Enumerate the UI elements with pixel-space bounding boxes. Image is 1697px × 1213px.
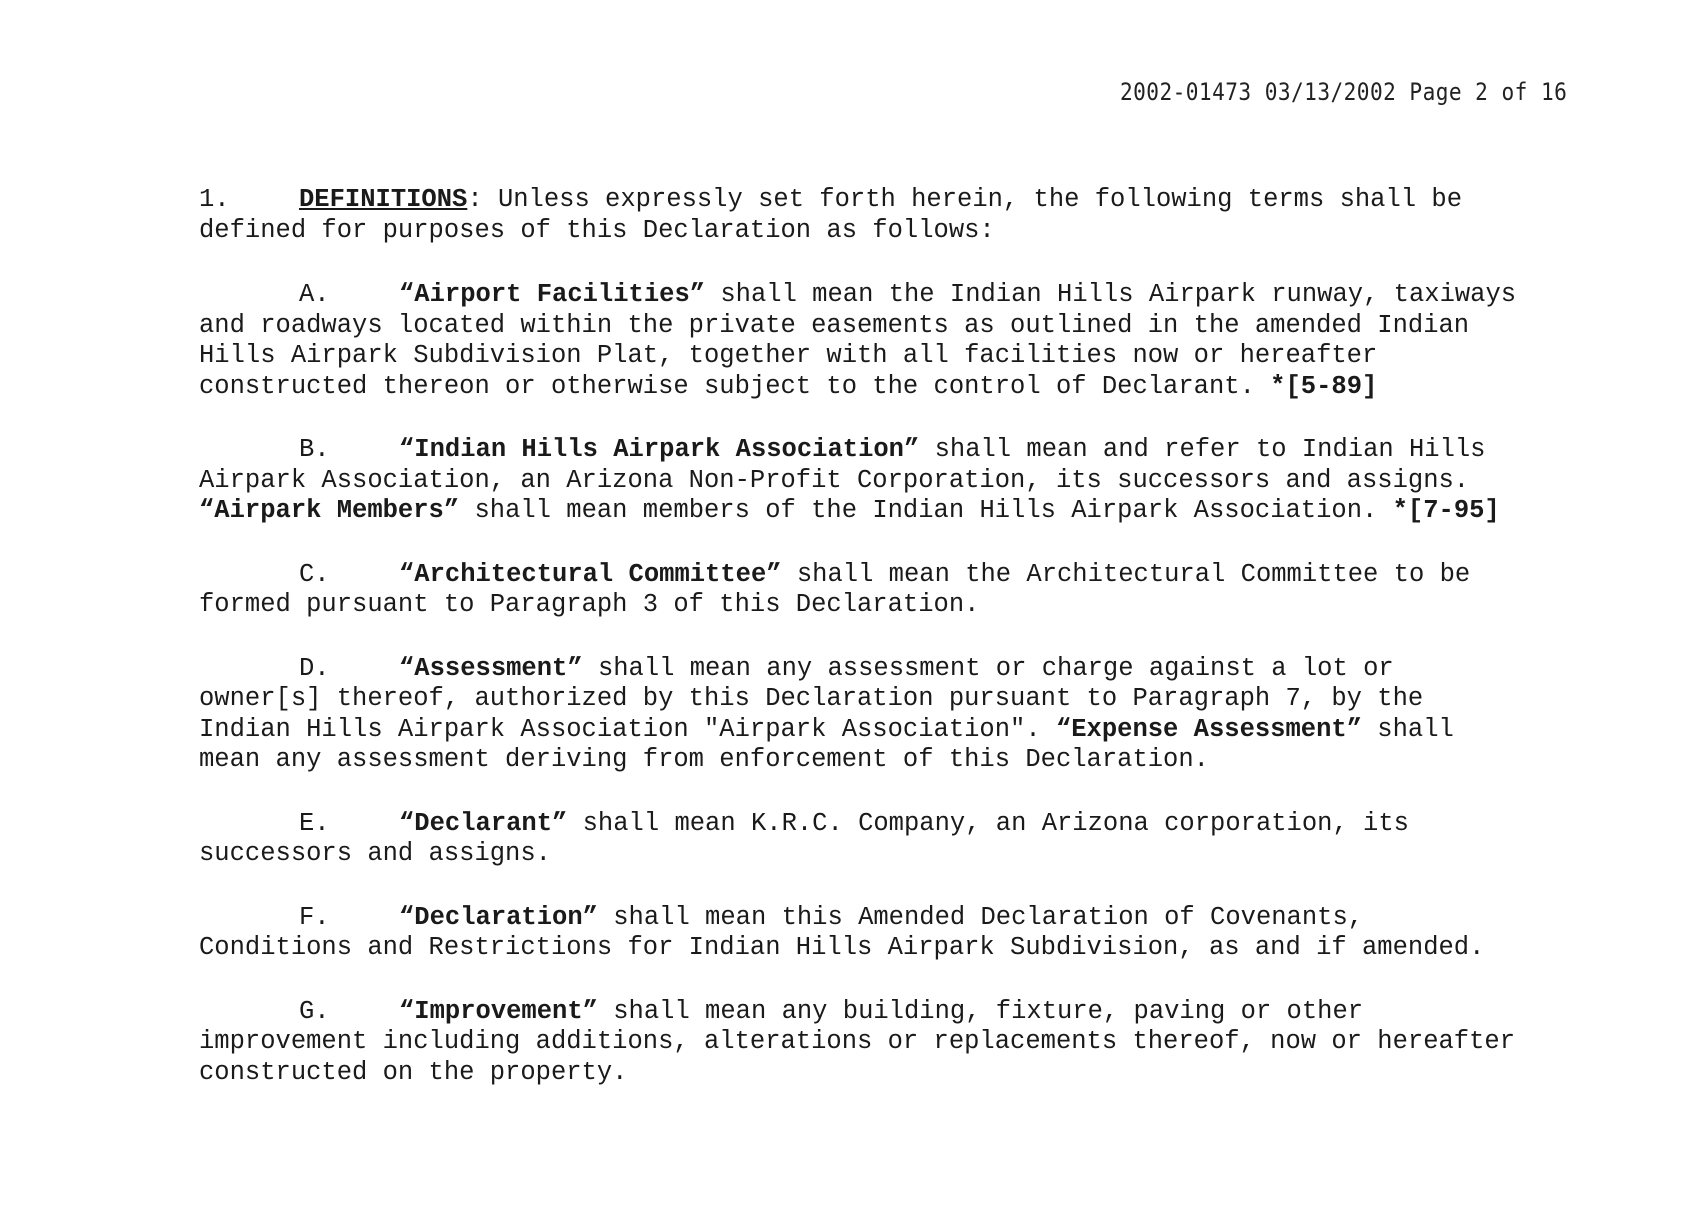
definition-text: shall mean any building, fixture, paving or other improvement including additions, alterations or replacements thereof, now or hereafter constructed on the property. xyxy=(199,996,1516,1087)
defined-term-secondary: “Airpark Members” xyxy=(199,496,460,525)
item-letter: E. xyxy=(299,808,330,838)
definition-item-e xyxy=(199,809,1519,870)
defined-term: “Airport Facilities” xyxy=(399,280,706,309)
definition-item-f xyxy=(199,903,1519,964)
defined-term: “Improvement” xyxy=(399,996,598,1026)
definition-text: shall mean K.R.C. Company, an Arizona corporation, its successors and assigns. xyxy=(199,808,1409,868)
definition-item-b xyxy=(199,435,1519,527)
amendment-reference: *[5-89] xyxy=(1254,371,1378,401)
definition-item-a xyxy=(199,280,1519,402)
item-letter: F. xyxy=(299,902,330,932)
definition-item-d xyxy=(199,654,1519,776)
item-letter: C. xyxy=(299,559,330,589)
item-letter: D. xyxy=(299,653,330,683)
document-body xyxy=(199,185,1519,1121)
definition-text: shall mean any assessment or charge against a lot or owner[s] thereof, authorized by this Declaration pursuant to Paragraph 7, by the Indian Hills Airpark Association "Airpark Association". xyxy=(199,653,1424,744)
definition-item-c xyxy=(199,560,1519,621)
item-letter: A. xyxy=(299,280,330,309)
item-letter: B. xyxy=(299,435,330,464)
definition-text: shall mean the Indian Hills Airpark runway, taxiways and roadways located within the private easements as outlined in the amended Indian Hills Airpark Subdivision Plat, together with all facilities now or hereafter constructed thereon or otherwise subject to the control of Declarant. xyxy=(199,280,1517,401)
defined-term: “Assessment” xyxy=(399,653,583,683)
definition-text-secondary: shall mean any assessment deriving from enforcement of this Declaration. xyxy=(199,714,1454,774)
section-intro-text: Unless expressly set forth herein, the following terms shall be defined for purposes of this Declaration as follows: xyxy=(199,185,1462,245)
recording-stamp: 2002-01473 03/13/2002 Page 2 of 16 xyxy=(1119,78,1567,106)
definition-text: shall mean this Amended Declaration of Covenants, Conditions and Restrictions for Indian Hills Airpark Subdivision, as and if amended. xyxy=(199,902,1485,962)
definition-item-g xyxy=(199,997,1519,1089)
amendment-reference: *[7-95] xyxy=(1377,496,1500,525)
defined-term: “Indian Hills Airpark Association” xyxy=(399,435,920,464)
defined-term-secondary: “Expense Assessment” xyxy=(1040,714,1362,744)
defined-term: “Declaration” xyxy=(399,902,598,932)
item-letter: G. xyxy=(299,996,330,1026)
definition-text: shall mean and refer to Indian Hills Airpark Association, an Arizona Non-Profit Corporation, its successors and assigns. xyxy=(199,435,1486,495)
section-heading: DEFINITIONS xyxy=(299,185,468,214)
defined-term: “Declarant” xyxy=(399,808,568,838)
definition-text: shall mean the Architectural Committee to be formed pursuant to Paragraph 3 of this Declaration. xyxy=(199,559,1471,619)
section-number: 1. xyxy=(199,185,230,214)
definition-text-secondary: shall mean members of the Indian Hills Airpark Association. xyxy=(459,496,1378,525)
defined-term: “Architectural Committee” xyxy=(399,559,782,589)
definitions-intro xyxy=(199,185,1519,246)
section-heading-colon: : xyxy=(467,185,483,214)
